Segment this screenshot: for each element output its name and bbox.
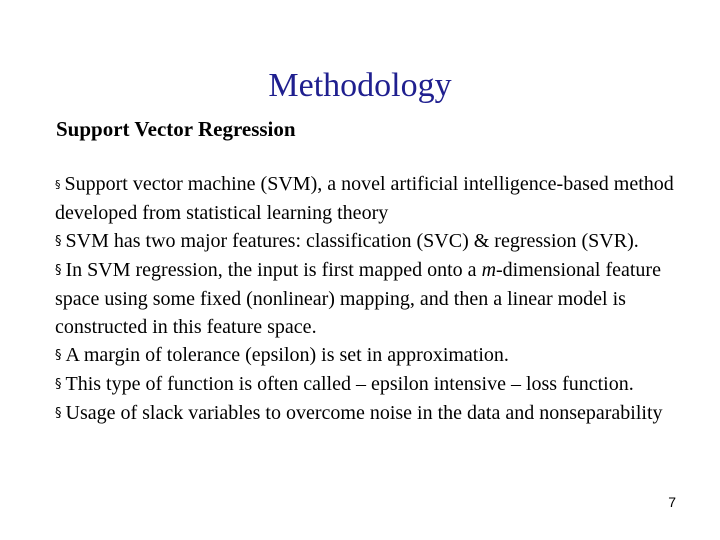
bullet-list (55, 170, 695, 428)
bullet-marker-icon: § (55, 234, 62, 249)
bullet-item (55, 256, 695, 341)
bullet-text: SVM has two major features: classification (SVC) & regression (SVR). (65, 230, 639, 252)
bullet-item (55, 227, 695, 256)
slide-subtitle: Support Vector Regression (56, 117, 296, 141)
bullet-text: In SVM regression, the input is first mapped onto a (65, 259, 482, 281)
bullet-item (55, 341, 695, 370)
slide-title: Methodology (268, 67, 452, 104)
bullet-text: A margin of tolerance (epsilon) is set in approximation. (65, 344, 509, 366)
bullet-marker-icon: § (55, 406, 62, 421)
bullet-marker-icon: § (55, 348, 62, 363)
bullet-item (55, 370, 695, 399)
bullet-item (55, 170, 695, 227)
bullet-marker-icon: § (55, 263, 62, 278)
bullet-text-italic: m (481, 259, 497, 281)
bullet-text: This type of function is often called – epsilon intensive – loss function. (65, 373, 634, 395)
bullet-marker-icon: § (55, 178, 61, 191)
bullet-text: Usage of slack variables to overcome noise in the data and nonseparability (65, 402, 663, 424)
bullet-item (55, 399, 695, 428)
bullet-text: Support vector machine (SVM), a novel artificial intelligence-based method developed from statistical learning theory (55, 173, 674, 224)
bullet-marker-icon: § (55, 377, 62, 392)
bullet-text-continued: -dimensional feature space using some fixed (nonlinear) mapping, and then a linear model is constructed in this feature space. (55, 259, 661, 338)
page-number: 7 (668, 494, 676, 510)
